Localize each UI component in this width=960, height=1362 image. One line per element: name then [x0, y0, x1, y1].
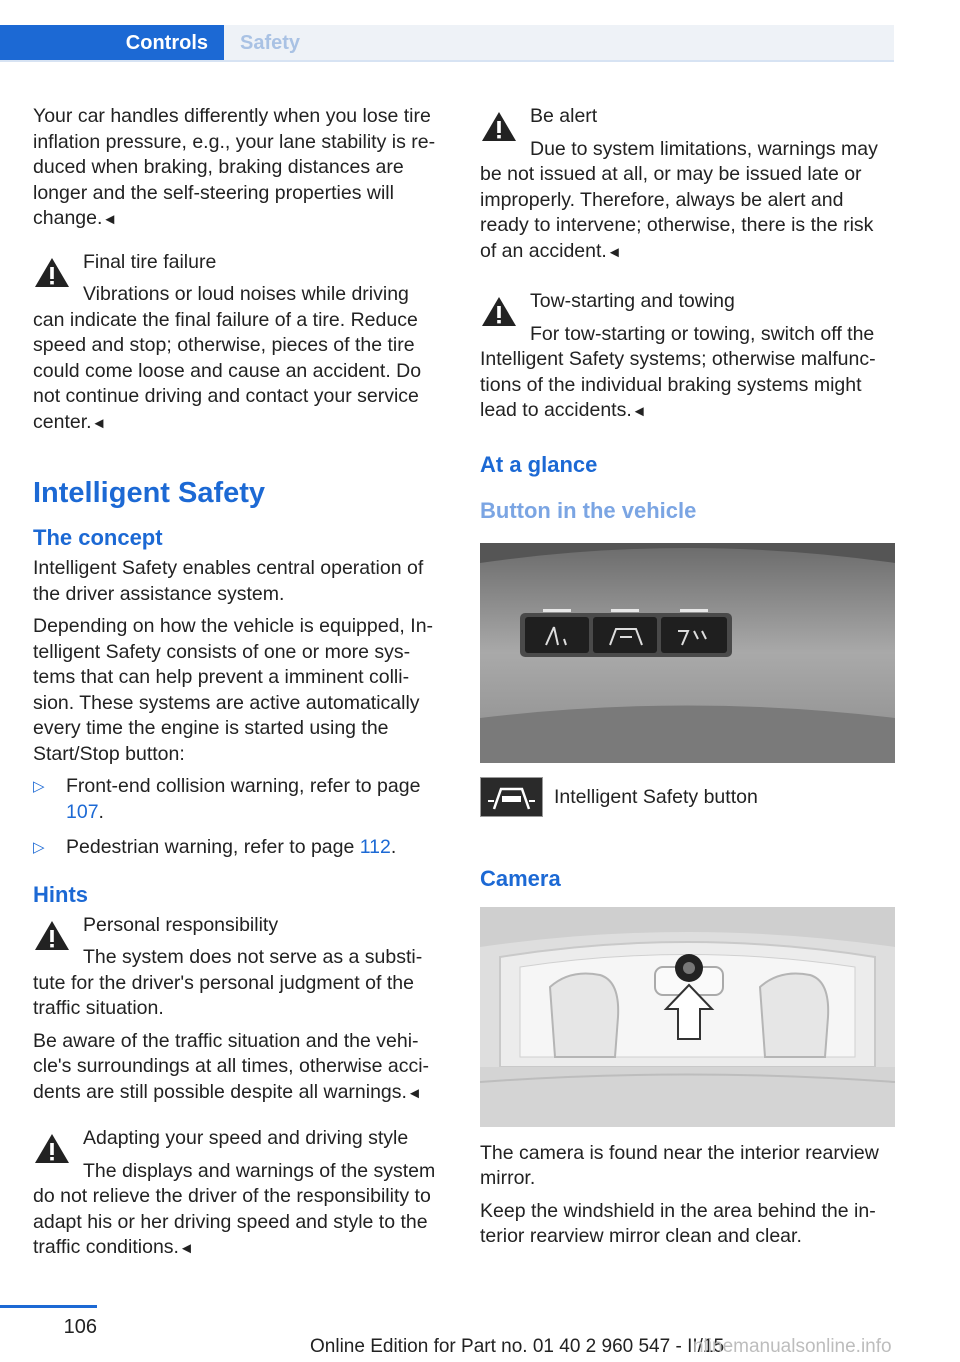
warning-text: Vibrations or loud noises while driving: [83, 283, 409, 305]
camera-paragraph-1: The camera is found near the interior rearview mirror.: [480, 1141, 879, 1189]
warning-triangle-icon: [33, 919, 71, 953]
concept-heading: The concept: [33, 525, 163, 550]
button-heading: Button in the vehicle: [480, 497, 697, 523]
list-item: ▷ Pedestrian warning, refer to page 112.: [33, 835, 443, 861]
intelligent-safety-button-icon: [480, 777, 543, 817]
warning-triangle-icon: [480, 110, 518, 144]
warning-text: The system does not serve as a substi-: [83, 946, 423, 968]
warning-title: Tow-starting and towing: [530, 290, 735, 312]
warning-title: Final tire failure: [83, 250, 217, 273]
watermark-text: nlinemanualsonline.info: [693, 1336, 892, 1357]
systems-list: [33, 774, 443, 861]
page-link-107[interactable]: 107: [66, 800, 99, 823]
warning-triangle-icon: [33, 256, 71, 290]
warning-title: Adapting your speed and driving style: [83, 1127, 409, 1149]
warning-personal-responsibility: [33, 913, 443, 1107]
page-link-112[interactable]: 112: [359, 836, 391, 858]
right-column: [480, 104, 892, 1257]
concept-paragraph-2: Depending on how the vehicle is equipped, In-telligent Safety consists of one or more sys-tems that can help prevent a imminent colli-sion. These systems are active automatically every time the engine is started using the Start/Stop button:: [33, 615, 434, 765]
warning-text: The displays and warnings of the system: [83, 1159, 436, 1182]
button-legend: [480, 785, 892, 825]
warning-be-alert: [480, 104, 892, 265]
warning-text-cont: do not relieve the driver of the responsibility to adapt his or her driving speed and style to the traffic conditions.◄: [33, 1185, 431, 1258]
warning-text-cont: tute for the driver's personal judgment of the traffic situation.: [33, 971, 414, 1019]
footer-rule: [0, 1305, 97, 1308]
camera-paragraph-2: Keep the windshield in the area behind the in-terior rearview mirror clean and clear.: [480, 1199, 876, 1247]
warning-text: For tow-starting or towing, switch off the: [530, 322, 875, 345]
camera-heading: Camera: [480, 865, 561, 891]
edition-text: Online Edition for Part no. 01 40 2 960 547 - II/15: [310, 1336, 725, 1357]
warning-title: Be alert: [530, 105, 598, 127]
warning-triangle-icon: [33, 1132, 71, 1166]
tab-controls[interactable]: Controls: [0, 25, 224, 61]
warning-text: Due to system limitations, warnings may: [530, 137, 878, 160]
warning-adapting-speed: [33, 1126, 443, 1262]
warning-text-cont: can indicate the final failure of a tire. Reduce speed and stop; otherwise, pieces of the tire could come loose and cause an accident. Do not continue driving and contact your service center.◄: [33, 308, 422, 433]
warning-tow-starting: [480, 289, 892, 425]
list-item: ▷ Front-end collision warning, refer to page 107.: [33, 775, 421, 823]
warning-text-cont: Intelligent Safety systems; otherwise malfunc-tions of the individual braking systems might lead to accidents.◄: [480, 348, 876, 421]
legend-text: Intelligent Safety button: [554, 785, 758, 808]
glance-heading: At a glance: [480, 451, 598, 477]
left-column: [33, 104, 443, 1286]
header-rule: [0, 60, 894, 62]
bullet-icon: ▷: [33, 839, 45, 856]
page-number: 106: [63, 1316, 97, 1338]
tab-safety[interactable]: Safety: [224, 25, 894, 61]
section-title: Intelligent Safety: [33, 477, 266, 509]
warning-triangle-icon: [480, 295, 518, 329]
hints-heading: Hints: [33, 881, 88, 907]
warning-text-extra: Be aware of the traffic situation and the vehi-cle's surroundings at all times, otherwise acci-dents are still possible despite all warnings.◄: [33, 1029, 430, 1103]
button-panel-image: [480, 543, 895, 763]
warning-title: Personal responsibility: [83, 913, 279, 936]
warning-final-tire-failure: [33, 250, 443, 437]
intro-paragraph: Your car handles differently when you lose tire inflation pressure, e.g., your lane stability is re-duced when braking, braking distances are longer and the self-steering properties will change.◄: [33, 105, 436, 229]
camera-location-image: [480, 907, 895, 1127]
concept-paragraph-1: Intelligent Safety enables central operation of the driver assistance system.: [33, 557, 424, 605]
bullet-icon: ▷: [33, 778, 45, 795]
warning-text-cont: be not issued at all, or may be issued late or improperly. Therefore, always be alert and ready to intervene; otherwise, there is the risk of an accident.◄: [480, 163, 874, 262]
